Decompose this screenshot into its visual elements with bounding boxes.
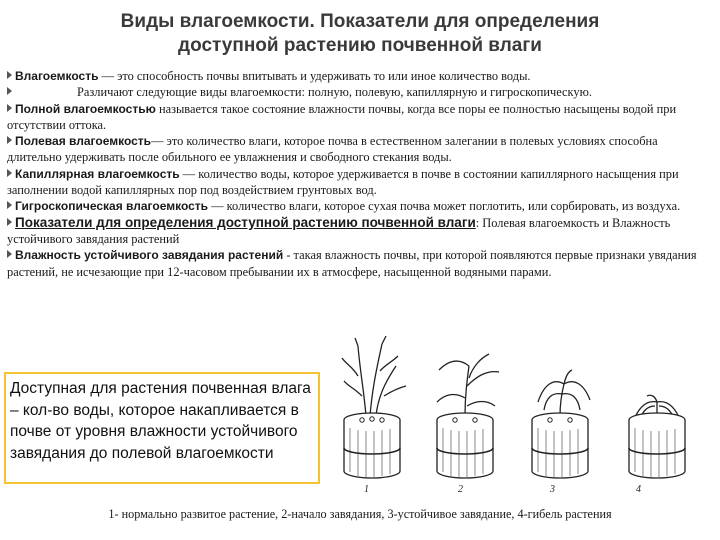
types-text: Различают следующие виды влагоемкости: полную, полевую, капиллярную и гигроскопическую. [77,85,592,100]
bullet-arrow-icon [7,218,12,226]
bullet-arrow-icon [7,169,12,177]
dead-plant-pot-icon [621,336,701,486]
term-water-capacity: Влагоемкость [15,69,99,83]
wilting-stages-illustration [324,336,714,501]
definition-wilting-point: - такая влажность почвы, при которой появляются первые признаки увядания растений, не исчезающие при 12-часовом пребывании их в атмосфере, насыщенной водяными парами. [7,248,697,279]
definition-indicators: : Полевая влагоемкость и Влажность устойчивого завядания растений [7,215,671,246]
paragraph-capillary-capacity [7,166,715,199]
figure-label-4: 4 [636,484,641,495]
slide-title [0,10,720,58]
paragraph-full-capacity [7,101,715,134]
paragraph-water-capacity [7,68,715,84]
figure-caption: 1- нормально развитое растение, 2-начало завядания, 3-устойчивое завядание, 4-гибель растения [108,507,612,521]
stable-wilting-plant-pot-icon [524,336,604,486]
definition-field-capacity: — это количество влаги, которое почва в естественном залегании в полевых условиях способна длительно удерживать после обильного ее увлажнения и свободного стекания воды. [7,134,658,165]
bullet-arrow-icon [7,136,12,144]
bullet-arrow-icon [7,201,12,209]
bullet-arrow-icon [7,87,12,95]
bullet-arrow-icon [7,104,12,112]
paragraph-wilting-point [7,247,715,280]
figure-label-1: 1 [364,484,369,495]
text-body [7,68,715,280]
term-indicators: Показатели для определения доступной растению почвенной влаги [15,214,476,230]
paragraph-hygroscopic-capacity [7,198,715,214]
available-water-definition: Доступная для растения почвенная влага – кол-во воды, которое накапливается в почве от уровня влажности устойчивого завядания до полевой влагоемкости [10,380,311,462]
bullet-arrow-icon [7,71,12,79]
beginning-wilting-plant-pot-icon [429,336,509,486]
term-hygroscopic-capacity: Гигроскопическая влагоемкость [15,199,209,214]
definition-full-capacity: называется такое состояние влажности почвы, когда все поры ее полностью насыщены водой при отсутствии оттока. [7,101,677,132]
figure-label-3: 3 [550,484,555,495]
paragraph-types [7,84,715,100]
term-capillary-capacity: Капиллярная влагоемкость [15,166,180,181]
healthy-plant-pot-icon [336,336,416,486]
definition-water-capacity: — это способность почвы впитывать и удерживать то или иное количество воды. [98,69,531,83]
paragraph-field-capacity [7,133,715,166]
figure-label-2: 2 [458,484,463,495]
definition-capillary-capacity: — количество воды, которое удерживается в почве в состоянии капиллярного насыщения при заполнении водой капиллярных пор под воздействием грунтовых вод. [7,166,679,198]
definition-hygroscopic-capacity: — количество влаги, которое сухая почва может поглотить, или сорбировать, из воздуха. [208,199,681,214]
title-line-2: доступной растению почвенной влаги [178,35,542,56]
term-full-capacity: Полной влагоемкостью [15,101,156,116]
available-water-definition-box [4,372,320,484]
title-line-1: Виды влагоемкости. Показатели для определения [120,11,600,32]
paragraph-indicators [7,215,715,248]
term-wilting-point: Влажность устойчивого завядания растений [15,248,284,263]
term-field-capacity: Полевая влагоемкость [15,134,152,149]
bullet-arrow-icon [7,250,12,258]
